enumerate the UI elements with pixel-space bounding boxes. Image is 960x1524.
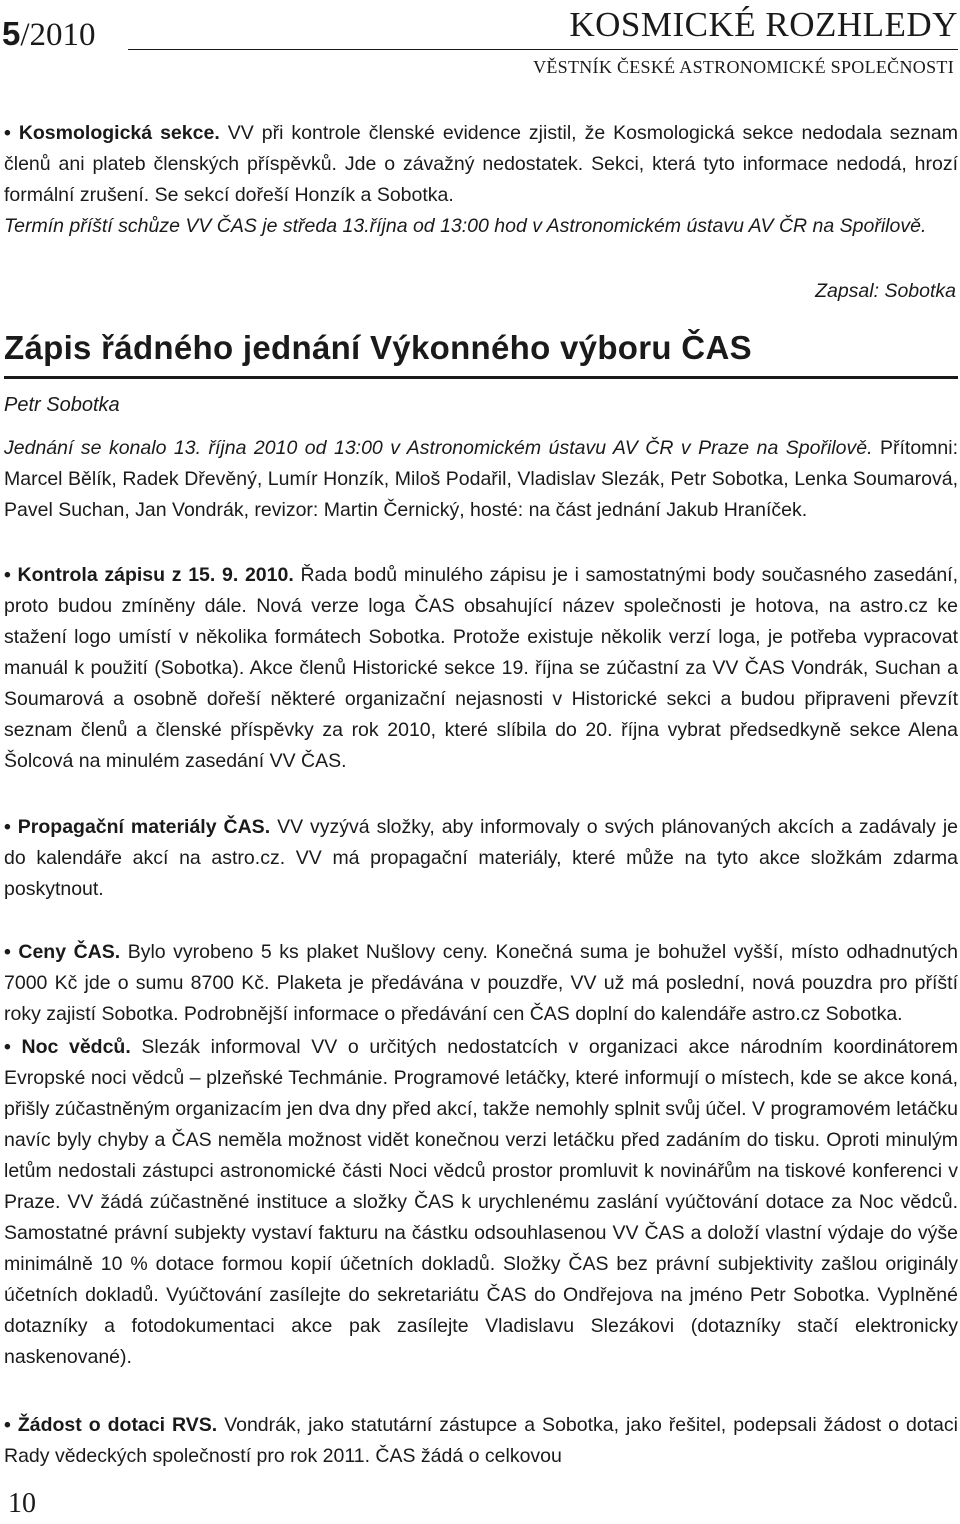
item-text: Vondrák, jako statutární zástupce a Sobotka, jako řešitel, podepsali žádost o dotaci Rady vědeckých společností pro rok 2011. ČAS žádá o celkovou [4, 1414, 958, 1467]
article-title-rule [4, 376, 958, 379]
item-kontrola-zapisu [4, 560, 958, 777]
page-number: 10 [8, 1488, 36, 1519]
header-rule [128, 49, 958, 50]
item-noc-vedcu [4, 1032, 958, 1373]
item-title: • Propagační materiály ČAS. [4, 816, 271, 838]
item-zadost-o-dotaci [4, 1410, 958, 1472]
bullet-text: VV při kontrole členské evidence zjistil, že Kosmologická sekce nedodala seznam členů ani plateb členských příspěvků. Jde o závažný nedostatek. Sekci, která tyto informace nedodá, hrozí formální zrušení. Se sekcí dořeší Honzík a Sobotka. [4, 122, 958, 206]
item-title: • Žádost o dotaci RVS. [4, 1414, 218, 1436]
item-ceny-cas [4, 937, 958, 1030]
item-title: • Ceny ČAS. [4, 941, 121, 963]
journal-title: KOSMICKÉ ROZHLEDY [569, 5, 958, 44]
journal-subtitle: VĚSTNÍK ČESKÉ ASTRONOMICKÉ SPOLEČNOSTI [533, 57, 954, 77]
bullet-title: • Kosmologická sekce. [4, 122, 220, 144]
issue-number [2, 14, 96, 55]
item-text: VV vyzývá složky, aby informovaly o svých plánovaných akcích a zadávaly je do kalendáře akcí na astro.cz. VV má propagační materiály, které může na tyto akce složkám zdarma poskytnout. [4, 816, 959, 900]
article-title: Zápis řádného jednání Výkonného výboru ČAS [4, 329, 752, 366]
issue-year: /2010 [20, 17, 96, 53]
item-propagacni-materialy [4, 812, 958, 905]
item-text: Slezák informoval VV o určitých nedostatcích v organizaci akce národním koordinátorem Evropské noci vědců – plzeňské Techmánie. Programové letáčky, které informují o místech, kde se akce koná, přišly zúčastněným organizacím jen dva dny před akcí, takže nemohly splnit svůj účel. V programovém letáčku navíc byly chyby a ČAS neměla možnost vidět konečnou verzi letáčku před zadáním do tisku. Oproti minulým letům nedostali zástupci astronomické části Noci vědců prostor promluvit k novinářům na tiskové konferenci v Praze. VV žádá zúčastněné instituce a složky ČAS k urychlenému zaslání vyúčtování dotace za Noc vědců. Samostatné právní subjekty vystaví fakturu na částku odsouhlasenou VV ČAS a doloží vlastní výdaje do výše minimálně 10 % dotace formou kopií účetních dokladů. Složky ČAS bez právní subjektivity zašlou originály účetních dokladů. Vyúčtování zasílejte do sekretariátu ČAS do Ondřejova na jméno Petr Sobotka. Vyplněné dotazníky a fotodokumentaci akce pak zasílejte Vladislavu Slezákovi (dotazníky stačí elektronicky naskenované). [4, 1036, 958, 1368]
item-title: • Kontrola zápisu z 15. 9. 2010. [4, 564, 294, 586]
article-author: Petr Sobotka [4, 394, 120, 416]
intro-text: Přítomni: Marcel Bělík, Radek Dřevěný, Lumír Honzík, Miloš Podařil, Vladislav Slezák, Petr Sobotka, Lenka Soumarová, Pavel Suchan, Jan Vondrák, revizor: Martin Černický, hosté: na část jednání Jakub Hraníček. [4, 437, 959, 521]
signature: Zapsal: Sobotka [815, 280, 956, 302]
issue-number-bold: 5 [2, 15, 21, 52]
prev-article-paragraph [4, 118, 958, 211]
intro-italic: Jednání se konalo 13. října 2010 od 13:00 v Astronomickém ústavu AV ČR v Praze na Spořilově. [4, 437, 873, 459]
next-meeting-note: Termín příští schůze VV ČAS je středa 13.října od 13:00 hod v Astronomickém ústavu AV ČR na Spořilově. [4, 215, 927, 237]
article-intro [4, 433, 958, 526]
item-title: • Noc vědců. [4, 1036, 131, 1058]
item-text: Bylo vyrobeno 5 ks plaket Nušlovy ceny. Konečná suma je bohužel vyšší, místo odhadnutých 7000 Kč jde o sumu 8700 Kč. Plaketa je předávána v pouzdře, VV už má poslední, nová pouzdra pro příští roky zajistí Sobotka. Podrobnější informace o předávání cen ČAS doplní do kalendáře astro.cz Sobotka. [4, 941, 959, 1025]
item-text: Řada bodů minulého zápisu je i samostatnými body současného zasedání, proto budou zmíněny dále. Nová verze loga ČAS obsahující název společnosti je hotova, na astro.cz ke stažení logo umístí v několika formátech Sobotka. Protože existuje několik verzí loga, je potřeba vypracovat manuál k použití (Sobotka). Akce členů Historické sekce 19. října se zúčastní za VV ČAS Vondrák, Suchan a Soumarová a osobně dořeší některé organizační nejasnosti v Historické sekci a budou připraveni převzít seznam členů a členské příspěvky za rok 2010, které slíbila do 20. října vybrat předsedkyně sekce Alena Šolcová na minulém zasedání VV ČAS. [4, 564, 959, 772]
page-header [0, 0, 960, 86]
